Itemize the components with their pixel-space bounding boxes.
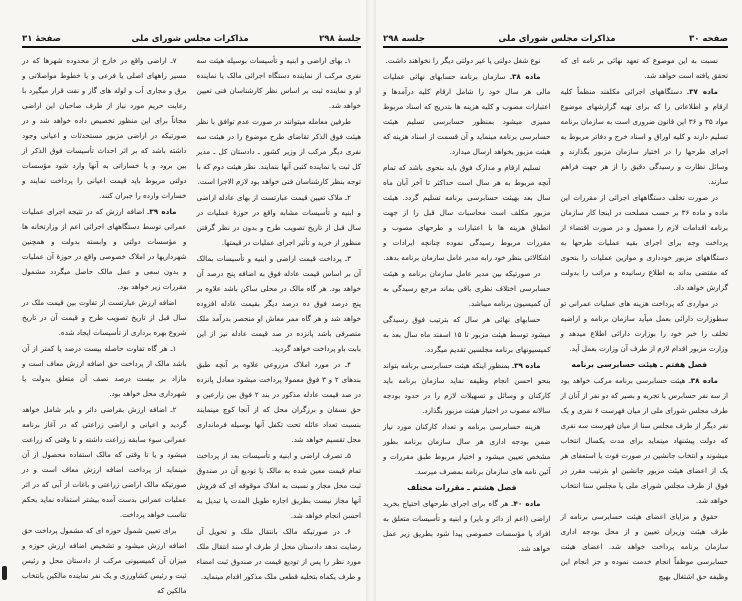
session-label: جلسهٔ ۲۹۸ (319, 34, 361, 44)
body-paragraph: ماده ۴۰ـ هر گاه برای اجرای طرحهای احتیاج بخرید اراضی (اعم از دائر و بایر) و ابنیه و تأسیسات متعلق به افراد یا مؤسسات خصوصی پیدا شود بطریق زیر عمل خواهد شد. (383, 499, 551, 553)
body-paragraph: ماده ۳۸ـ سازمان برنامه حسابهای نهائی عملیات مالی هر سال خود را شامل ارقام کلیه درآمدها و اعتبارات مصوب و کلیه هزینه ها بتدریج که اسناد مربوط ممیزی میشود بمنظور حسابرسی تسلیم هیئت حسابرسی برنامه مینماید و آن قسمت از اسناد هزینه که هیئت مزبور بخواهد ارسال میدارد. (383, 72, 551, 156)
article-number: ماده ۳۸ (511, 72, 541, 81)
body-paragraph: تسلیم ارقام و مدارک فوق باید بنحوی باشد که تمام آنچه مربوط به هر سال است حداکثر تا آخر آبان ماه سال بعد بهیئت حسابرسی برنامه تسلیم گردد. هیئت مزبور مکلف است محاسبات سال قبل را از جهت انطباق هزینه ها با اعتبارات و طرحهای مصوب و مقررات مربوط رسیدگی نموده چنانچه ایرادات و اشکالاتی بنظر خود رابه مدیر عامل سازمان برنامه بدهد. (383, 163, 551, 262)
article-number: ماده ۳۷ (689, 87, 718, 96)
right-page-column-left (383, 53, 551, 585)
section-heading: فصل هشتم ـ مقررات مختلف (407, 483, 517, 492)
right-page-columns (383, 53, 728, 585)
body-paragraph: در مواردی که پرداخت هزینه های عملیات عمرانی تو سطوزارت دارائی بعمل میآید سازمان برنامه و اراضیه تخلف را خبر خود را بوزارت دارائی اطلاع میدهد و وزارت مزبور اقدام لازم از طرف آن وزارت بعمل آید. (560, 299, 728, 353)
running-title: مذاکرات مجلس شورای ملی (131, 34, 249, 44)
body-paragraph: ۴ـ در مورد املاک مزروعی علاوه بر آنچه طبق بندهای ۲ و ۳ فوق معمولا پرداخت میشود معادل پانزده در صد قیمت عادله مذکور در بند ۲ فوق بین زارعین و حق نسقان و برزگران محل که از آنجا کوچ مینمایند بنسبت تعداد عائله تحت تکفل آنها بوسیله فرمانداری محل تقسیم خواهد شد. (196, 360, 361, 444)
body-paragraph: ۳ـ پرداخت قیمت اراضی و ابنیه و تأسیسات بمالک آن بر اساس قیمت عادله فوق به اضافه پنج درصد آن خواهد بود. هر گاه مالک در محلی ساکن باشد علاوه بر پنج درصد فوق ده درصد دیگر بقیمت عادله افزوده خواهد شد و هر گاه ممر معاش او منحصر بدرآمد ملک متصرفی باشد پانزده در صد قیمت عادله نیز از این بابت باو پرداخت خواهد گردید. (196, 254, 361, 353)
body-paragraph: برای تعیین شمول حوزه ای که مشمول پرداخت حق اضافه ارزش میشود و تشخیص اضافه ارزش حوزه و میزان آن کمیسیونی مرکب از دادستان محل و رئیس ثبت و رئیس کشاورزی و یک نفر نماینده مالکین بانتخاب مالکین که (22, 526, 187, 595)
article-number: ماده ۳۹ (149, 207, 177, 216)
article-number: ماده ۳۹ (514, 361, 541, 370)
running-title: مذاکرات مجلس شورای ملی (498, 34, 616, 44)
body-paragraph: ماده ۳۸ـ هیئت حسابرسی برنامه مرکب خواهد بود از سه نفر حسابرس با تجربه و بصیر که دو نفر از آنان از طرف مجلس شورای ملی از میان فهرست ۶ نفری و یک نفر دیگر از طرف مجلس سنا از میان فهرست سه نفری که دولت پیشنهاد مینماید برای مدت یکسال انتخاب میشوند و انتخاب جانشین در صورت فوت یا استعفای هر یک از اعضای هیئت مزبور جانشین او بترتیب مقرر در فوق از طرف مجلس شورای ملی یا مجلس سنا انتخاب خواهد شد. (560, 376, 728, 505)
page-number: صفحهٔ ۳۱ (22, 34, 61, 44)
left-page-column-right (197, 53, 362, 599)
body-paragraph: ۲ـ اضافه ارزش بقراضی دائر و بایر شامل خواهد گردید و اعیانی و اراضی زراعتی که در آغاز برنامه عمرانی سوء سابقه زراعت داشته و تا وقتی که زراعت میشود و یا تا وقتی که مالک استفاده محصول از آن مینماید از پرداخت اضافه ارزش معاف است و در صورتیکه مالک اراضی زراعتی و باغات از آبی که در اثر عملیات عمرانی بدست آمده بیشتر استفاده نماید بحکم تناسب خواهد پرداخت. (22, 405, 187, 519)
body-paragraph: طرفین معامله میتوانند در صورت عدم توافق با نظر هیئت فوق الذکر تقاضای طرح موضوع را در هیئت سه نفری دیگر مرکب از وزیر کشور ـ دادستان کل ـ مدیر کل ثبت یا نماینده کتبی آنها بنمایند. نظر هیئت دوم که با توجه بنظر کارشناسان فنی خواهد بود لازم الاجرا است. (196, 117, 361, 186)
right-page (371, 0, 742, 601)
body-paragraph: اضافه ارزش عبارتست از تفاوت بین قیمت ملک در سال قبل از تاریخ تصویب طرح و قیمت آن در تاریخ شروع بهره برداری از تأسیسات ایجاد شده. (22, 298, 187, 337)
body-paragraph: ۱ـ بهای اراضی و ابنیه و تأسیسات بوسیله هیئت سه نفری مرکب از نماینده دستگاه اجرائی مالک یا نماینده او و نماینده ثبت بر اساس نظر کارشناسان فنی تعیین خواهد شد. (196, 56, 361, 110)
body-paragraph: هزینه حسابرسی برنامه و تعداد کارکنان مورد نیاز ضمن بودجه اداری هر سال سازمان برنامه بطور مشخص تعیین میشود و اختیار مربوط طبق مقررات و آئین نامه های سازمان برنامه بمصرف میرسد. (383, 422, 551, 476)
body-paragraph: در صورت تخلف دستگاههای اجرائی از مقررات این ماده و ماده ۳۶ بر حسب مصلحت در اینجا کار سازمان برنامه اقدامات لازم را معمول و در صورت اقتضاء از پرداخت وجه برای اجرای بقیه عملیات طرحها به دستگاههای مزبور خودداری و موازین عملیات را بنحوی که مقتضی بداند به اطلاع رسانیده و مراتب را بدولت گزارش خواهد داد. (560, 193, 728, 292)
right-page-running-head (383, 30, 728, 48)
body-paragraph: ۵ـ تصرف اراضی و ابنیه و تأسیسات بعد از پرداخت تمام قیمت معین شده به مالک یا تودیع آن در صندوق ثبت محل مجاز و نسبت به املاک موقوفه ای که فروش آنها مجاز نیست بطریق اجاره طویل المدت یا تبدیل به احسن انجام خواهد شد. (196, 451, 361, 520)
body-paragraph: نوع شغل دولتی یا غیر دولتی دیگر را نخواهند داشت. (385, 56, 541, 65)
left-page-running-head (22, 30, 361, 48)
body-paragraph: ماده ۳۹ـ اضافه ارزش که در نتیجه اجرای عملیات عمرانی توسط دستگاههای اجرائی اعم از وزارتخانه ها و مؤسسات دولتی و وابسته بدولت و همچنین شهرداریها در املاک خصوصی واقع در حوزهٔ آن عملیات و بدون سعی و عمل مالک حاصل میگردد مشمول مقررات زیر خواهد بود. (22, 207, 187, 291)
body-paragraph: ۶ـ در صورتیکه مالک بانتقال ملک و تحویل آن رضایت ندهد دادستان محل از طرف او سند انتقال ملک مورد نظر را پس از تودیع قیمت در صندوق ثبت امضاء و طرف یکماه بتخلیه قطعی ملک مذکور اقدام مینماید. (196, 527, 361, 581)
body-paragraph: حسابهای نهائی هر سال که بترتیب فوق رسیدگی میشود توسط هیئت مزبور تا ۱۵ اسفند ماه سال بعد به کمیسیونهای برنامه مجلسین تقدیم میگردد. (383, 315, 551, 354)
body-paragraph: حقوق و مزایای اعضای هیئت حسابرسی برنامه از طرف هیئت وزیران تعیین و از محل بودجه اداری سازمان برنامه پرداخت خواهد شد. اعضای هیئت حسابرسی موظفاً انجام خدمت نموده و جز انجام این وظیفه حق اشتغال بهیچ (560, 512, 728, 581)
body-paragraph: ۷ـ اراضی واقع در خارج از محدوده شهرها که در مسیر راههای اصلی یا فرعی و یا خطوط مواصلاتی و برق و مجاری آب و لوله های گاز و نفت قرار میگیرد با رعایت حریم مورد نیاز از طرف صاحبان این اراضی مجاناً برای این منظور تخصیص داده خواهد شد و در صورتیکه در اراضی مزبور مستحدثات و اعیانی وجود داشته باشد که بر اثر احداث تأسیسات فوق الذکر از بین برود و یا خساراتی به آنها وارد شود مؤسسات دولتی مربوط باید قیمت اعیانی را پرداخت نمایند و خسارات وارده را جبران کنند. (22, 56, 187, 200)
page-number: صفحه ۳۰ (689, 34, 728, 44)
body-paragraph: ۱ـ هر گاه تفاوت حاصله بیست درصد یا کمتر از آن باشد مالک از پرداخت حق اضافه ارزش معاف است و مازاد بر بیست درصد نصف آن متعلق بدولت یا شهرداری محل خواهد بود. (22, 344, 187, 398)
left-page-columns (22, 53, 361, 599)
article-number: ماده ۴۰ (513, 499, 541, 508)
section-heading: فصل هفتم ـ هیئت حسابرسی برنامه (571, 360, 708, 369)
body-paragraph: نسبت به این موضوع که تعهد نهائی بر نامه ای که تحقق یافته است خواهد شد. (560, 56, 728, 80)
book-gutter (366, 0, 376, 601)
scan-blemish (2, 566, 7, 580)
body-paragraph: در صورتیکه بین مدیر عامل سازمان برنامه و هیئت حسابرسی اختلاف نظری باقی بماند مرجع رسیدگی به آن کمیسیون برنامه میباشد. (383, 269, 551, 308)
body-paragraph: ۲ـ ملاک تعیین قیمت عبارتست از بهای عادله اراضی و ابنیه و تأسیسات مشابه واقع در حوزهٔ عملیات در سال قبل از تاریخ تصویب طرح و بدون در نظر گرفتن منظور از خرید و تأثیر اجرای عملیات در قیمتها. (196, 193, 361, 247)
body-paragraph: ماده ۳۹ـ بمنظور اینکه هیئت حسابرسی برنامه بتواند بنحو احسن انجام وظیفه نماید سازمان برنامه باید کارکنان و وسائل و تسهیلات لازم را در حدود بودجه سالانه مصوب در اختیار هیئت مزبور بگذارد. (383, 361, 551, 415)
session-label: جلسه ۲۹۸ (383, 34, 425, 44)
left-page-column-left (22, 53, 187, 599)
body-paragraph: ماده ۳۷ـ دستگاههای اجرائی مکلفند منظماً کلیه ارقام و اطلاعاتی را که برای تهیه گزارشهای موضوع مواد ۳۵ و ۳۶ این قانون ضروری است به سازمان برنامه تسلیم دارند و کلیه اوراق و اسناد خرج و دفاتر مربوط به اجرای طرحها را در اختیار سازمان مزبور بگذارند و وسائل نظارت و رسیدگی دقیق را از هر جهت فراهم سازند. (560, 87, 728, 186)
article-number: ماده ۳۸ (690, 376, 719, 385)
right-page-column-right (561, 53, 729, 585)
